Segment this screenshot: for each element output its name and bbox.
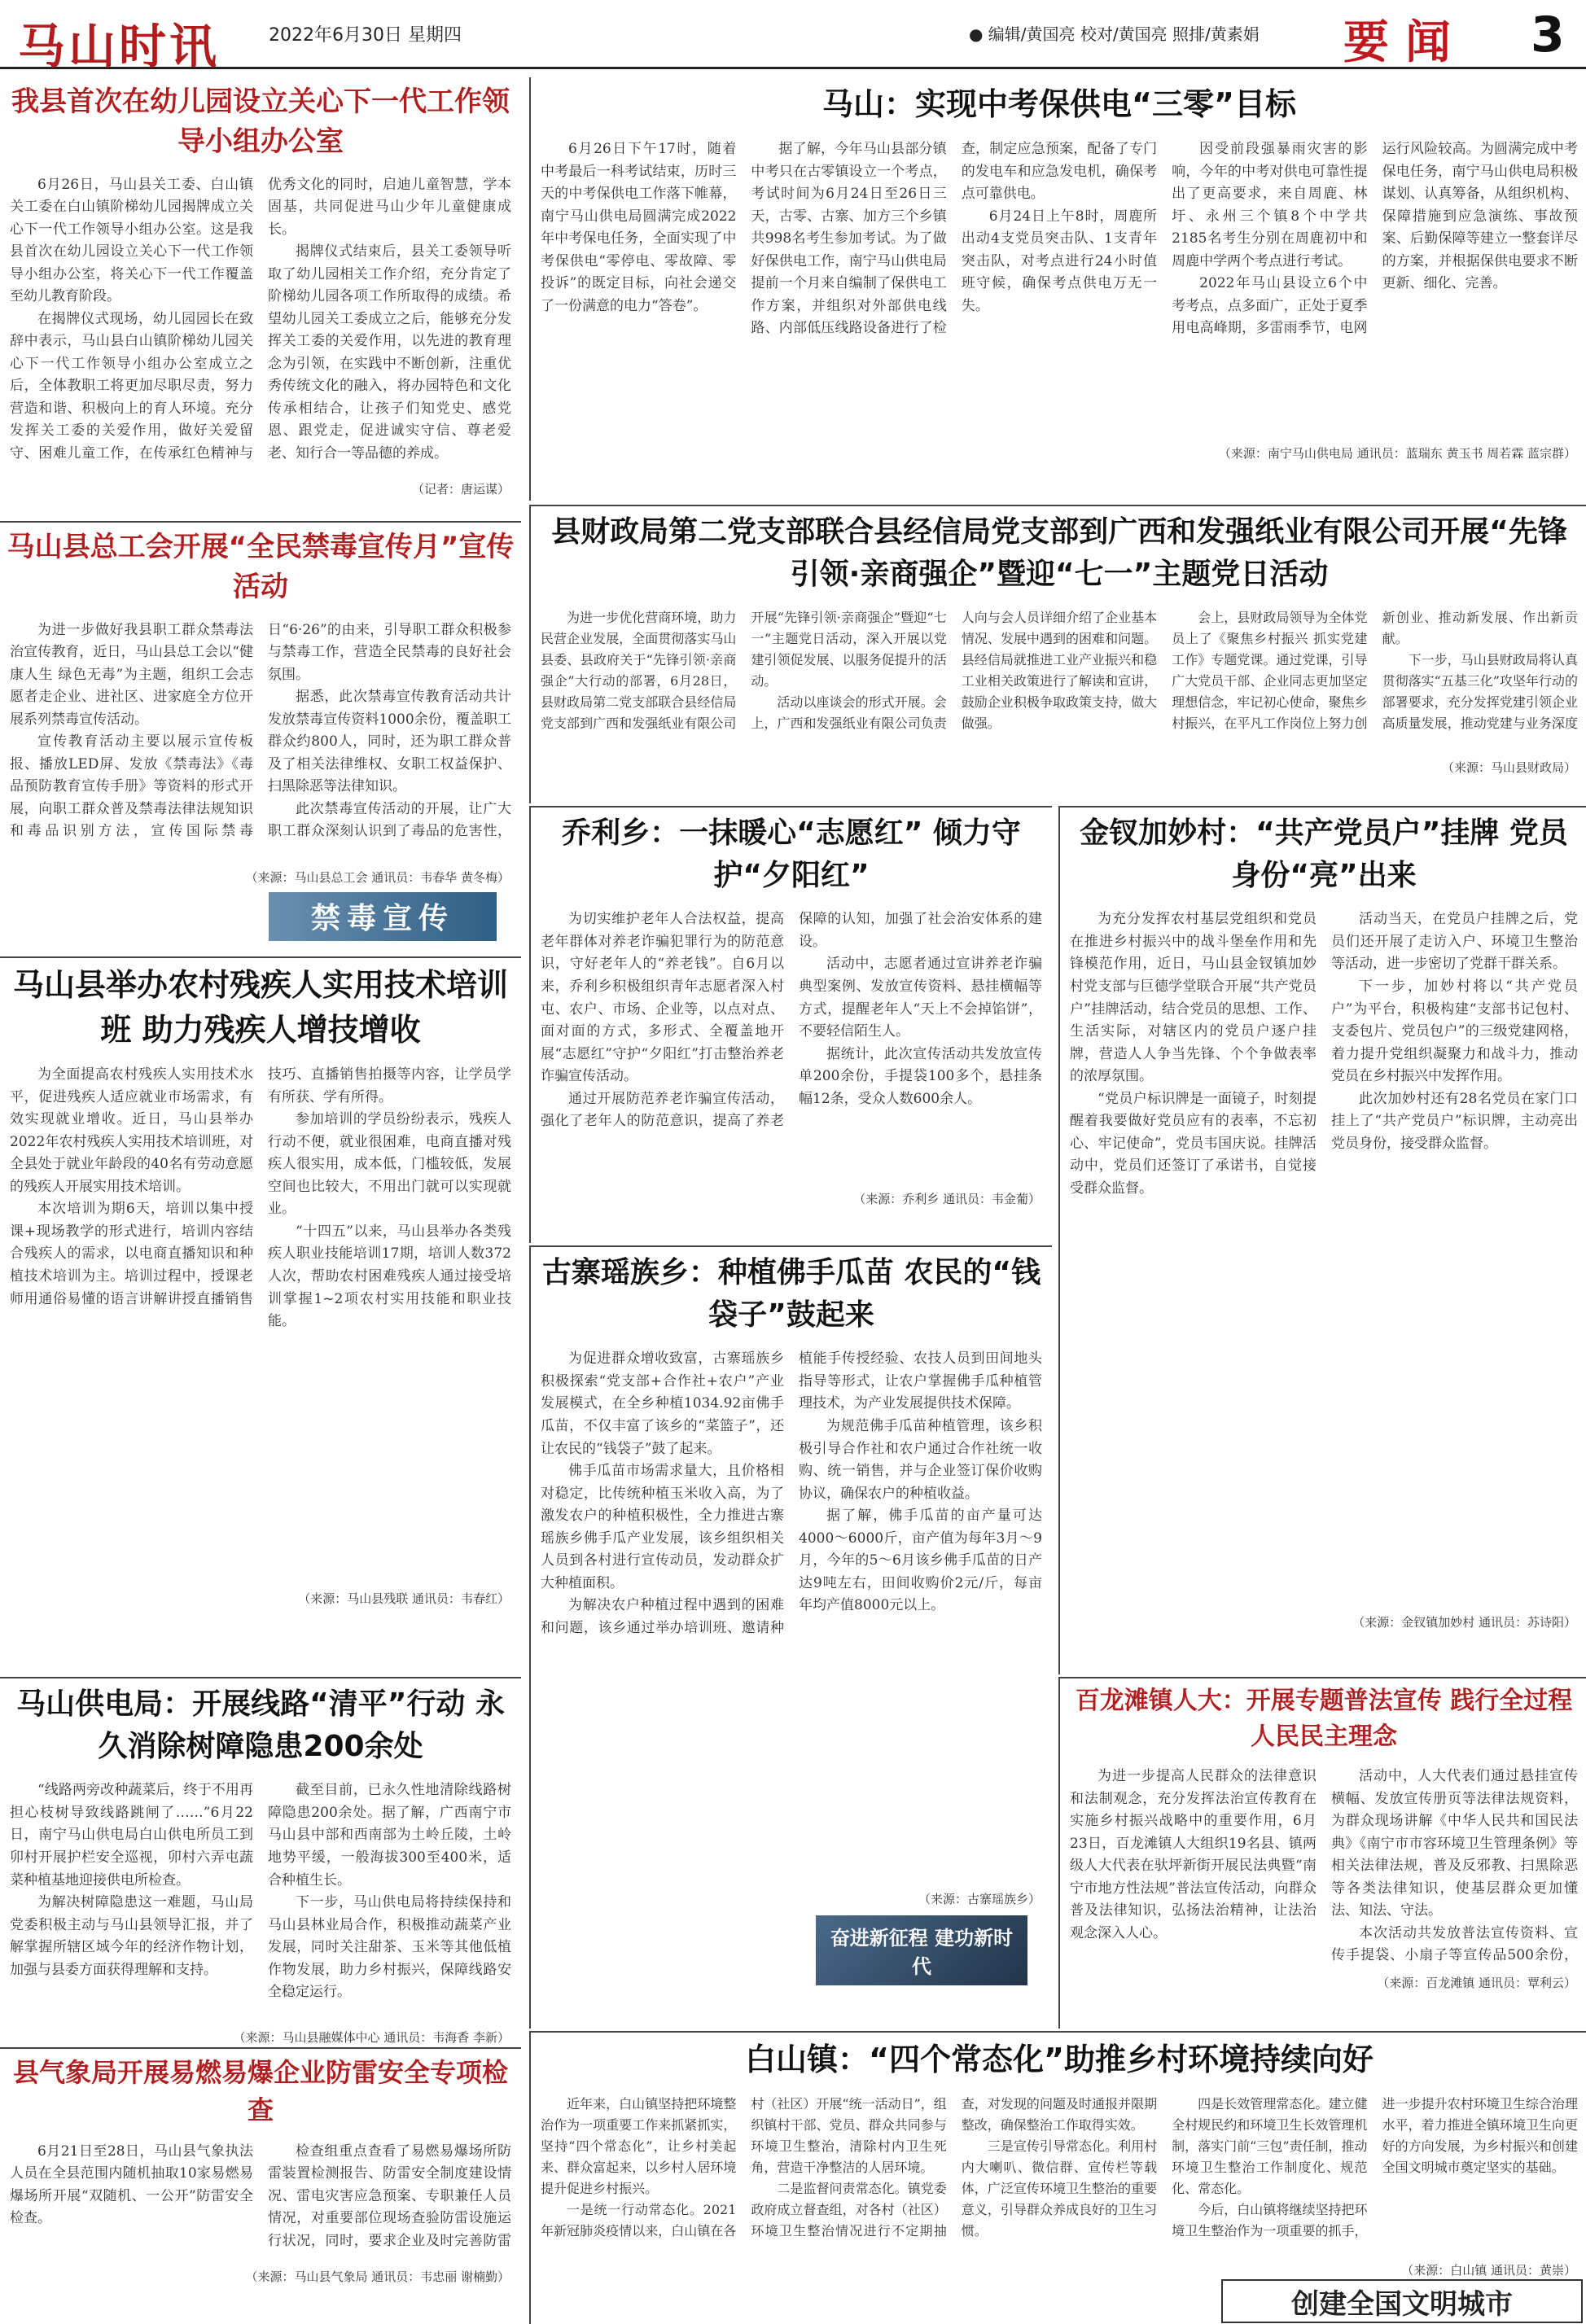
article-title: 古寨瑶族乡：种植佛手瓜苗 农民的“钱袋子”鼓起来 <box>541 1256 1041 1333</box>
article-body <box>0 1779 521 2024</box>
paragraph: 下一步，马山县财政局将认真贯彻落实“五基三化”攻坚年行动的部署要求，充分发挥党建引领企业高质量发展，推动党建与业务深度 <box>1382 652 1578 731</box>
paragraph: 通过开展防范养老诈骗宣传活动，强化了老年人的防范意识，提高了养老保障的认知，加强了社会治安体系的建设。 <box>541 911 1042 1130</box>
article-body <box>531 908 1052 1185</box>
article-body <box>531 1348 1052 1885</box>
article-kindergarten-office <box>0 77 521 517</box>
paragraph: 三是宣传引导常态化。利用村内大喇叭、微信群、宣传栏等载体，广泛宣传环境卫生整治的重要意义，引导群众养成良好的卫生习惯。 <box>961 2138 1158 2239</box>
paragraph: 在揭牌仪式现场，幼儿园园长在致辞中表示，马山县白山镇阶梯幼儿园关心下一代工作领导小组办公室成立之后，全体教职工将更加尽职尽责，努力营造和谐、积极向上的育人环境。充分发挥关工委的关爱作用，做好关爱留守、困难儿童工作，在传承红色精神与优秀文化的同时，启迪儿童智慧，学本固基，共同促进马山少年儿童健康成长。 <box>10 176 511 462</box>
article-title: 白山镇：“四个常态化”助推乡村环境持续向好 <box>745 2042 1374 2077</box>
paragraph: 6月26日，马山县关工委、白山镇关工委在白山镇阶梯幼儿园揭牌成立关心下一代工作领导小组办公室。这是我县首次在幼儿园设立关心下一代工作领导小组办公室，将关心下一代工作覆盖至幼儿教育阶段。 <box>10 176 253 305</box>
anti-drug-banner: 禁毒宣传 <box>269 892 497 941</box>
page-header <box>0 0 1586 74</box>
paragraph: 为进一步提高人民群众的法律意识和法制观念，充分发挥法治宣传教育在实施乡村振兴战略中的重要作用，6月23日，百龙滩镇人大组织19名县、镇两级人大代表在驮坪新街开展民法典暨“南宁市地方性法规”普法宣传活动，向群众普及法律知识，弘扬法治精神，让法治观念深入人心。 <box>1070 1768 1317 1941</box>
paragraph: 佛手瓜苗市场需求量大，且价格相对稳定，比传统种植玉米收入高，为了激发农户的种植积极性，全力推进古寨瑶族乡佛手瓜产业发展，该乡组织相关人员到各村进行宣传动员，发动群众扩大种植面积。 <box>541 1463 784 1591</box>
article-disabled-training <box>0 956 521 1674</box>
article-lightning-inspection <box>0 2047 521 2324</box>
article-exam-power-supply <box>529 77 1586 501</box>
paragraph: 截至目前，已永久性地清除线路树障隐患200余处。据了解，广西南宁市马山县中部和西南部为土岭丘陵，土岭地势平缓，一般海拔300至400米，适合种植生长。 <box>268 1782 511 1889</box>
paragraph: 为充分发挥农村基层党组织和党员在推进乡村振兴中的战斗堡垒作用和先锋模范作用，近日，马山县金钗镇加妙村党支部与巨德学堂联合开展“共产党员户”挂牌活动，结合党员的思想、工作、生活实际，对辖区内的党员户逐户挂牌，营造人人争当先锋、个个争做表率的浓厚氛围。 <box>1070 911 1317 1085</box>
paragraph: 活动中，人大代表们通过悬挂宣传横幅、发放宣传册页等法律法规资料，为群众现场讲解《中华人民共和国民法典》《南宁市市容环境卫生管理条例》等相关法律法规，普及反邪教、扫黑除恶等各类法律知识，使基层群众更加懂法、知法、守法。 <box>1331 1768 1578 1919</box>
paragraph: 6月24日上午8时，周鹿所出动4支党员突击队、1支青年突击队，对考点进行24小时值班守候，确保考点供电万无一失。 <box>961 208 1158 314</box>
article-title: 马山县举办农村残疾人实用技术培训班 助力残疾人增技增收 <box>12 967 508 1048</box>
article-title: 马山供电局：开展线路“清平”行动 永久消除树障隐患200余处 <box>16 1687 505 1764</box>
article-body <box>0 2141 521 2263</box>
article-title: 马山县总工会开展“全民禁毒宣传月”宣传活动 <box>7 531 515 604</box>
article-source: （来源：白山镇 通讯员：黄崇） <box>1401 2263 1576 2278</box>
article-title: 马山：实现中考保供电“三零”目标 <box>822 86 1296 122</box>
article-title: 乔利乡：一抹暖心“志愿红” 倾力守护“夕阳红” <box>562 816 1021 893</box>
paragraph: 6月21日至28日，马山县气象执法人员在全县范围内随机抽取10家易燃易爆场所开展“双随机、一公开”防雷安全检查。 <box>10 2142 253 2227</box>
paragraph: 据统计，此次宣传活动共发放宣传单200余份，手提袋100多个，悬挂条幅12条，受众人数600余人。 <box>799 1045 1042 1107</box>
article-source: （来源：马山县残联 通讯员：韦春红） <box>298 1591 510 1607</box>
article-qiaoli-volunteers <box>529 806 1052 1243</box>
article-body <box>531 607 1586 754</box>
paragraph: 为切实维护老年人合法权益，提高老年群体对养老诈骗犯罪行为的防范意识，守好老年人的“养老钱”。自6月以来，乔利乡积极组织青年志愿者深入村屯、农户、市场、企业等，以点对点、面对面的方式，多形式、全覆盖地开展“志愿红”守护“夕阳红”打击整治养老诈骗宣传活动。 <box>541 911 784 1085</box>
paragraph: 参加培训的学员纷纷表示，残疾人行动不便，就业很困难，电商直播对残疾人很实用，成本低，门槛较低，发展空间也比较大，不用出门就可以实现就业。 <box>268 1111 511 1218</box>
article-title: 县气象局开展易燃易爆企业防雷安全专项检查 <box>12 2057 508 2126</box>
article-guzhai-chayote <box>529 1245 1052 2029</box>
article-jinchai-party-households <box>1058 806 1586 1674</box>
paragraph: 一是统一行动常态化。2021年新冠肺炎疫情以来，白山镇在各村（社区）开展“统一活动日”，组织镇村干部、党员、群众共同参与环境卫生整治，清除村内卫生死角，营造干净整洁的人居环境。 <box>541 2096 947 2239</box>
paragraph: “十四五”以来，马山县举办各类残疾人职业技能培训17期，培训人数372人次，帮助农村困难残疾人通过接受培训掌握1~2项农村实用技能和职业技能。 <box>268 1223 511 1330</box>
article-source: （来源：百龙滩镇 通讯员：覃利云） <box>1377 1976 1576 1990</box>
paragraph: 活动中，志愿者通过宣讲养老诈骗典型案例、发放宣传资料、悬挂横幅等方式，提醒老年人“天上不会掉馅饼”，不要轻信陌生人。 <box>799 956 1042 1040</box>
article-body <box>1060 1766 1586 1969</box>
paragraph: 揭牌仪式结束后，县关工委领导听取了幼儿园相关工作介绍，充分肯定了阶梯幼儿园各项工作所取得的成绩。希望幼儿园关工委成立之后，能够充分发挥关工委的关爱作用，以先进的教育理念为引领，在实践中不断创新，注重优秀传统文化的融入，将办园特色和文化传承相结合，让孩子们知党史、感党恩、跟党走，促进诚实守信、尊老爱老、知行合一等品德的养成。 <box>268 243 511 462</box>
article-anti-drug-month <box>0 521 521 954</box>
article-title: 金钗加妙村：“共产党员户”挂牌 党员身份“亮”出来 <box>1080 816 1568 893</box>
article-source: （来源：马山县融媒体中心 通讯员：韦海香 李新） <box>233 2030 510 2045</box>
article-source: （来源：马山县总工会 通讯员：韦春华 黄冬梅） <box>245 869 510 885</box>
article-body <box>531 2094 1586 2256</box>
civilized-city-banner: 创建全国文明城市 <box>1221 2279 1583 2323</box>
paragraph: 此次加妙村还有28名党员在家门口挂上了“共产党员户”标识牌，主动亮出党员身份，接受群众监督。 <box>1331 1090 1578 1152</box>
paragraph: 会上，县财政局领导为全体党员上了《聚焦乡村振兴 抓实党建工作》专题党课。通过党课，引导广大党员干部、企业同志更加坚定理想信念，牢记初心使命，聚焦乡村振兴，在平凡工作岗位上努力创新创业、推动新发展、作出新贡献。 <box>1172 610 1578 731</box>
paragraph: 为进一步做好我县职工群众禁毒法治宣传教育，近日，马山县总工会以“健康人生 绿色无毒”为主题，组织工会志愿者走企业、进社区、进家庭全方位开展系列禁毒宣传活动。 <box>10 621 253 728</box>
article-body <box>531 138 1586 440</box>
editor-credits: ● 编辑/黄国亮 校对/黄国亮 照排/黄素娟 <box>969 24 1260 44</box>
paragraph: 本次培训为期6天，培训以集中授课+现场教学的形式进行，培训内容结合残疾人的需求，以电商直播知识和种植技术培训为主。培训过程中，授课老师用通俗易懂的语言讲解讲授直播销售技巧、直播销售拍摄等内容，让学员学有所获、学有所得。 <box>10 1066 511 1307</box>
article-finance-party-day <box>529 505 1586 803</box>
article-title: 百龙滩镇人大：开展专题普法宣传 践行全过程人民民主理念 <box>1075 1687 1573 1751</box>
paragraph: 为规范佛手瓜苗种植管理，该乡积极引导合作社和农户通过合作社统一收购、统一销售，并与企业签订保价收购协议，确保农户的种植收益。 <box>799 1417 1042 1502</box>
paragraph: 今后，白山镇将继续坚持把环境卫生整治作为一项重要的抓手，进一步提升农村环境卫生综合治理水平，着力推进全镇环境卫生向更好的方向发展，为乡村振兴和创建全国文明城市奠定坚实的基础。 <box>1172 2096 1578 2239</box>
article-source: （来源：南宁马山供电局 通讯员：蓝瑞东 黄玉书 周若霖 蓝宗群） <box>1218 446 1576 462</box>
paragraph: 宣传教育活动主要以展示宣传板报、播放LED屏、发放《禁毒法》《毒品预防教育宣传手册》等资料的形式开展，向职工群众普及禁毒法律法规知识和毒品识别方法，宣传国际禁毒日“6·26”的由来，引导职工群众积极参与禁毒工作，营造全民禁毒的良好社会氛围。 <box>10 621 511 840</box>
paragraph: “党员户标识牌是一面镜子，时刻提醒着我要做好党员应有的表率，不忘初心、牢记使命”，党员韦国庆说。挂牌活动中，党员们还签订了承诺书，自觉接受群众监督。 <box>1070 1090 1317 1197</box>
paragraph: 四是长效管理常态化。建立健全村规民约和环境卫生长效管理机制，落实门前“三包”责任制，推动环境卫生整治工作制度化、规范化、常态化。 <box>1172 2096 1368 2196</box>
article-body <box>1060 908 1586 1608</box>
paragraph: 据了解，佛手瓜苗的亩产量可达4000～6000斤，亩产值为每年3月～9月，今年的5～6月该乡佛手瓜苗的日产达9吨左右，田间收购价2元/斤，每亩年均产值8000元以上。 <box>799 1508 1042 1614</box>
paragraph: 据了解，今年马山县部分镇中考只在古零镇设立一个考点，考试时间为6月24日至26日三天，古零、古寨、加方三个乡镇共998名考生参加考试。为了做好保供电工作，南宁马山供电局提前一个月来自编制了保供电工作方案，并组织对外部供电线路、内部低压线路设备进行了检查，制定应急预案，配备了专门的发电车和应急发电机，确保考点可靠供电。 <box>751 141 1158 337</box>
paragraph: 为全面提高农村残疾人实用技术水平，促进残疾人适应就业市场需求，有效实现就业增收。近日，马山县举办2022年农村残疾人实用技术培训班，对全县处于就业年龄段的40名有劳动意愿的残疾人开展实用技术培训。 <box>10 1066 253 1195</box>
paragraph: 活动以座谈会的形式开展。会上，广西和发强纸业有限公司负责人向与会人员详细介绍了企业基本情况、发展中遇到的困难和问题。县经信局就推进工业产业振兴和稳工业相关政策进行了解读和宣讲，鼓励企业积极争取政策支持，做大做强。 <box>751 610 1158 731</box>
paragraph: 为进一步优化营商环境，助力民营企业发展，全面贯彻落实马山县委、县政府关于“先锋引领·亲商强企”大行动的部署，6月28日，县财政局第二党支部联合县经信局党支部到广西和发强纸业有限公司开展“先锋引领·亲商强企”暨迎“七一”主题党日活动，深入开展以党建引领促发展、以服务促提升的活动。 <box>541 610 947 731</box>
paragraph: “线路两旁改种蔬菜后，终于不用再担心枝树导致线路跳闸了……”6月22日，南宁马山供电局白山供电所员工到卯村开展护栏安全巡视，卯村六弄屯蔬菜种植基地迎接供电所检查。 <box>10 1782 253 1889</box>
paragraph: 为促进群众增收致富，古寨瑶族乡积极探索“党支部+合作社+农户”产业发展模式，在全乡种植1034.92亩佛手瓜苗，不仅丰富了该乡的“菜篮子”，还让农民的“钱袋子”鼓了起来。 <box>541 1350 784 1457</box>
paragraph: 下一步，加妙村将以“共产党员户”为平台，积极构建“支部书记包村、支委包片、党员包户”的三级党建网格，着力提升党组织凝聚力和战斗力，推动党员在乡村振兴中发挥作用。 <box>1331 978 1578 1085</box>
paragraph: 2022年马山县设立6个中考考点，点多面广，正处于夏季用电高峰期，多雷雨季节，电网运行风险较高。为圆满完成中考保电任务，南宁马山供电局积极谋划、认真筹备，从组织机构、保障措施到应急演练、事故预案、后勤保障等建立一整套详尽的方案，并根据保供电要求不断更新、细化、完善。 <box>1172 141 1578 337</box>
paragraph: 检查组重点查看了易燃易爆场所防雷装置检测报告、防雷安全制度建设情况、雷电灾害应急预案、专职兼任人员情况，对重要部位现场查验防雷设施运行状况，同时，要求企业及时完善防雷 <box>268 2142 511 2249</box>
paragraph: 为解决农户种植过程中遇到的困难和问题，该乡通过举办培训班、邀请种植能手传授经验、农技人员到田间地头指导等形式，让农户掌握佛手瓜种植管理技术，为产业发展提供技术保障。 <box>541 1350 1042 1636</box>
article-power-line-clearing <box>0 1677 521 2045</box>
article-body <box>0 174 521 475</box>
paragraph: 6月26日下午17时，随着中考最后一科考试结束，历时三天的中考保供电工作落下帷幕，南宁马山供电局圆满完成2022年中考保电任务，全面实现了中考保供电“零停电、零故障、零投诉”的既定目标，向社会递交了一份满意的电力“答卷”。 <box>541 141 737 314</box>
article-body <box>0 1064 521 1585</box>
paragraph: 近年来，白山镇坚持把环境整治作为一项重要工作来抓紧抓实，坚持“四个常态化”，让乡村美起来、群众富起来，以乡村人居环境提升促进乡村振兴。 <box>541 2096 737 2196</box>
article-title: 我县首次在幼儿园设立关心下一代工作领导小组办公室 <box>11 85 510 159</box>
article-source: （来源：金钗镇加妙村 通讯员：苏诗阳） <box>1352 1615 1576 1630</box>
article-source: （来源：乔利乡 通讯员：韦金葡） <box>853 1192 1041 1207</box>
paragraph: 二是监督问责常态化。镇党委政府成立督查组，对各村（社区）环境卫生整治情况进行不定期抽查，对发现的问题及时通报并限期整改，确保整治工作取得实效。 <box>751 2096 1158 2239</box>
section-name: 要闻 <box>1343 16 1467 69</box>
paragraph: 活动当天，在党员户挂牌之后，党员们还开展了走访入户、环境卫生整治等活动，进一步密切了党群干群关系。 <box>1331 911 1578 973</box>
paragraph: 据悉，此次禁毒宣传教育活动共计发放禁毒宣传资料1000余份，覆盖职工群众约800人，同时，还为职工群众普及了相关法律维权、女职工权益保护、扫黑除恶等法律知识。 <box>268 689 511 795</box>
issue-date: 2022年6月30日 星期四 <box>269 25 462 46</box>
newspaper-logo: 马山时讯 <box>18 19 221 74</box>
article-body <box>0 619 521 864</box>
article-source: （来源：马山县气象局 通讯员：韦忠丽 谢楠勤） <box>245 2269 510 2284</box>
paragraph: 下一步，马山供电局将持续保持和马山县林业局合作，积极推动蔬菜产业发展，同时关注甜茶、玉米等其他低植作物发展，助力乡村振兴，保障线路安全稳定运行。 <box>268 1894 511 2001</box>
paragraph: 因受前段强暴雨灾害的影响，今年的中考对供电可靠性提出了更高要求，来自周鹿、林圩、永州三个镇8个中学共2185名考生分别在周鹿初中和周鹿中学两个考点进行考试。 <box>1172 141 1368 269</box>
article-source: （来源：马山县财政局） <box>1441 760 1576 776</box>
paragraph: 为解决树障隐患这一难题，马山局党委积极主动与马山县领导汇报，并了解掌握所辖区域今年的经济作物计划，加强与县委方面获得理解和支持。 <box>10 1894 253 1978</box>
slogan-banner: 奋进新征程 建功新时代 <box>816 1915 1027 1985</box>
article-title: 县财政局第二党支部联合县经信局党支部到广西和发强纸业有限公司开展“先锋引领·亲商强企”暨迎“七一”主题党日活动 <box>551 515 1567 592</box>
page-number: 3 <box>1531 7 1565 63</box>
paragraph: 此次禁毒宣传活动的开展，让广大职工群众深刻认识到了毒品的危害性， <box>268 800 511 840</box>
article-source: （记者：唐运谋） <box>411 481 510 497</box>
paragraph: 本次活动共发放普法宣传资料、宣传手提袋、小扇子等宣传品500余份， <box>1331 1924 1578 1964</box>
article-bailongtan-law-promo <box>1058 1677 1586 2029</box>
article-source: （来源：古寨瑶族乡） <box>918 1892 1041 1907</box>
